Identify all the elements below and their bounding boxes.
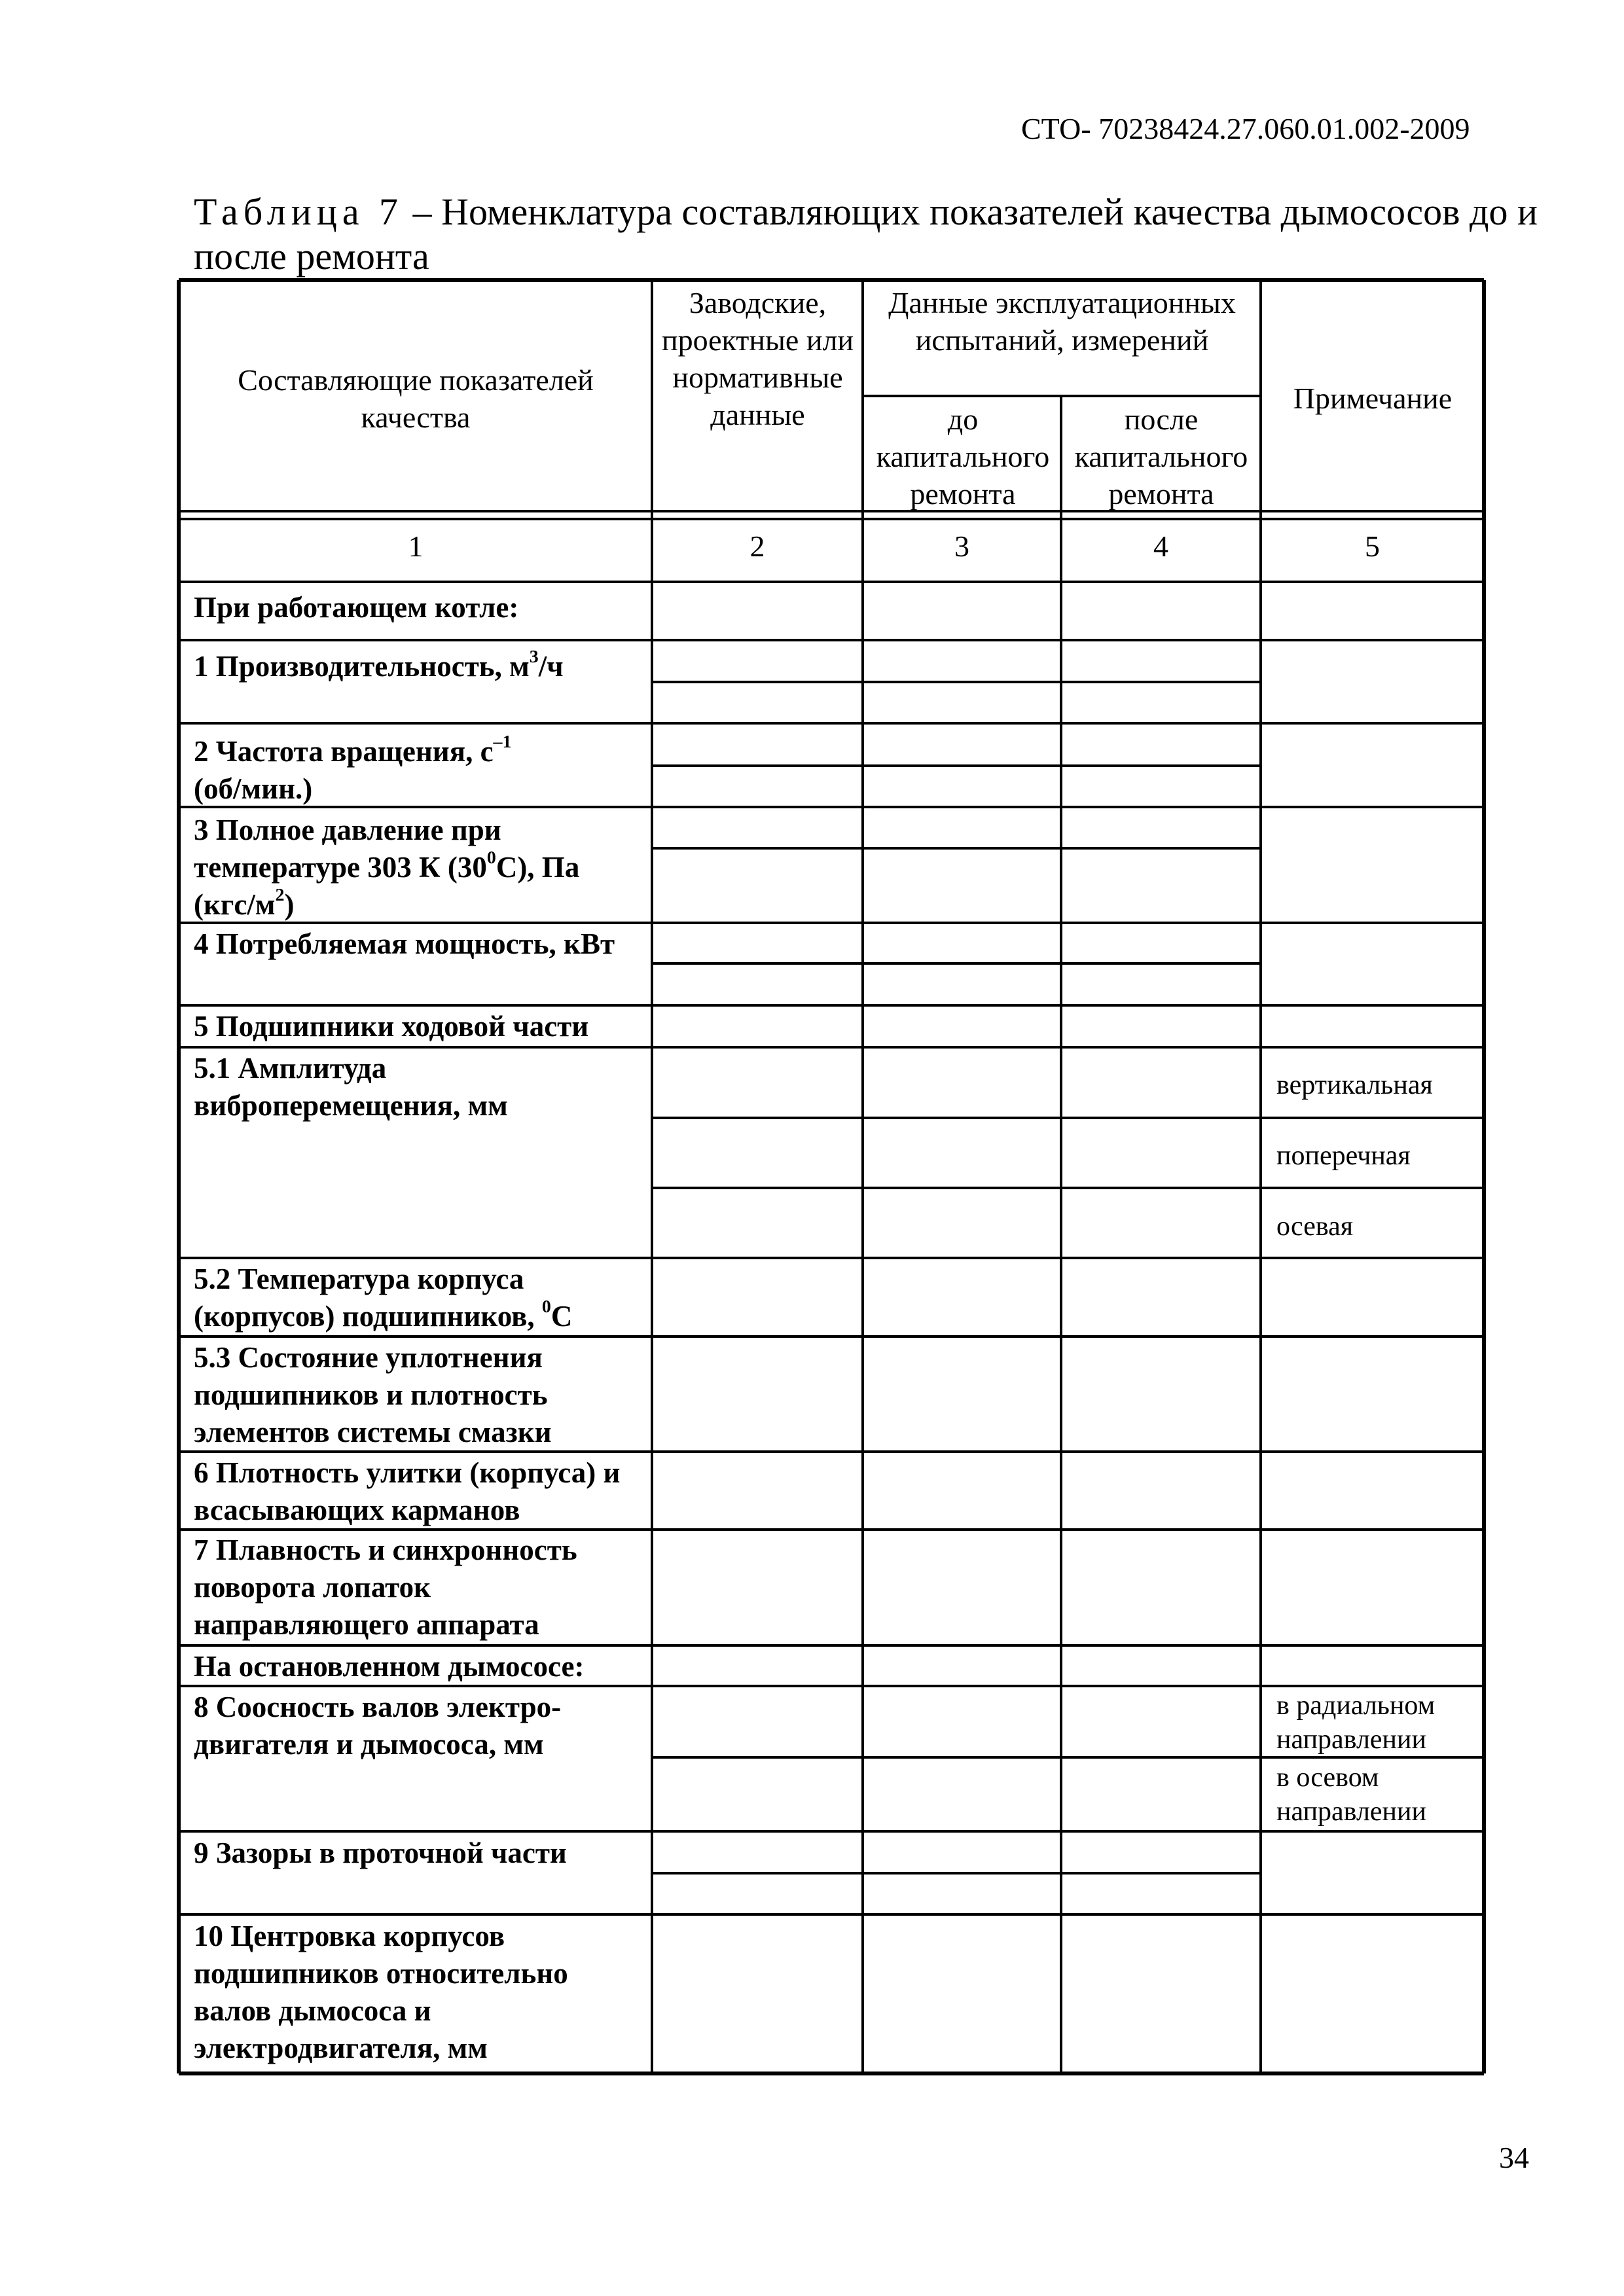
row-label-bearing-temperature: 5.2 Температура корпуса (корпусов) подшипников, $^0$С <box>194 1263 573 1333</box>
header-before-repair: до капитального ремонта <box>876 403 1050 511</box>
header-factory-data: Заводские, проектные или нормативные данные <box>661 286 854 431</box>
note-axial: осевая <box>1276 1211 1354 1242</box>
header-indicator: Составляющие показателей качества <box>238 363 594 434</box>
row-label-fan-stopped: На остановленном дымососе: <box>194 1650 585 1683</box>
row-label-rotation-speed: 2 Частота вращения, $с^{-1}$ (об/мин.) <box>194 732 512 805</box>
note-axial-direction: в осевом направлении <box>1276 1763 1426 1827</box>
row-label-power: 4 Потребляемая мощность, кВт <box>194 927 615 960</box>
header-note: Примечание <box>1293 382 1453 415</box>
note-transverse: поперечная <box>1276 1141 1411 1171</box>
column-number-3: 3 <box>954 529 969 563</box>
row-label-seal-condition: 5.3 Состояние уплотнения подшипников и плотность элементов системы смазки <box>194 1341 552 1448</box>
page-number: 34 <box>1499 2141 1529 2174</box>
note-vertical: вертикальная <box>1276 1070 1433 1100</box>
row-label-guide-vanes: 7 Плавность и синхронность поворота лопаток направляющего аппарата <box>194 1534 577 1641</box>
column-number-4: 4 <box>1153 529 1168 563</box>
row-label-boiler-running: При работающем котле: <box>194 591 519 624</box>
row-label-centering: 10 Центровка корпусов подшипников относительно валов дымососа и электродвигателя, мм <box>194 1920 568 2064</box>
table-caption-label: Таблица 7 <box>194 190 404 233</box>
row-label-bearings: 5 Подшипники ходовой части <box>194 1010 589 1043</box>
header-after-repair: после капитального ремонта <box>1074 403 1248 511</box>
row-label-volute-tightness: 6 Плотность улитки (корпуса) и всасывающих карманов <box>194 1456 621 1526</box>
row-label-vibration: 5.1 Амплитуда виброперемещения, мм <box>194 1052 508 1122</box>
table-caption-text: – Номенклатура составляющих показателей качества дымососов до и после ремонта <box>194 190 1538 278</box>
column-number-1: 1 <box>408 529 424 563</box>
row-label-total-pressure: 3 Полное давление при температуре 303 К $(30^0С)$, Па $(кгс/м^2)$ <box>194 814 580 921</box>
row-label-clearances: 9 Зазоры в проточной части <box>194 1837 567 1869</box>
row-label-capacity: 1 Производительность, $м^3/ч$ <box>194 647 564 683</box>
header-operational-data: Данные эксплуатационных испытаний, измерений <box>888 286 1236 357</box>
column-number-5: 5 <box>1365 529 1380 563</box>
row-label-shaft-alignment: 8 Соосность валов электро-двигателя и дымососа, мм <box>194 1691 562 1761</box>
column-number-2: 2 <box>749 529 765 563</box>
document-code: СТО- 70238424.27.060.01.002-2009 <box>1021 112 1470 145</box>
note-radial-direction: в радиальном направлении <box>1276 1691 1435 1755</box>
